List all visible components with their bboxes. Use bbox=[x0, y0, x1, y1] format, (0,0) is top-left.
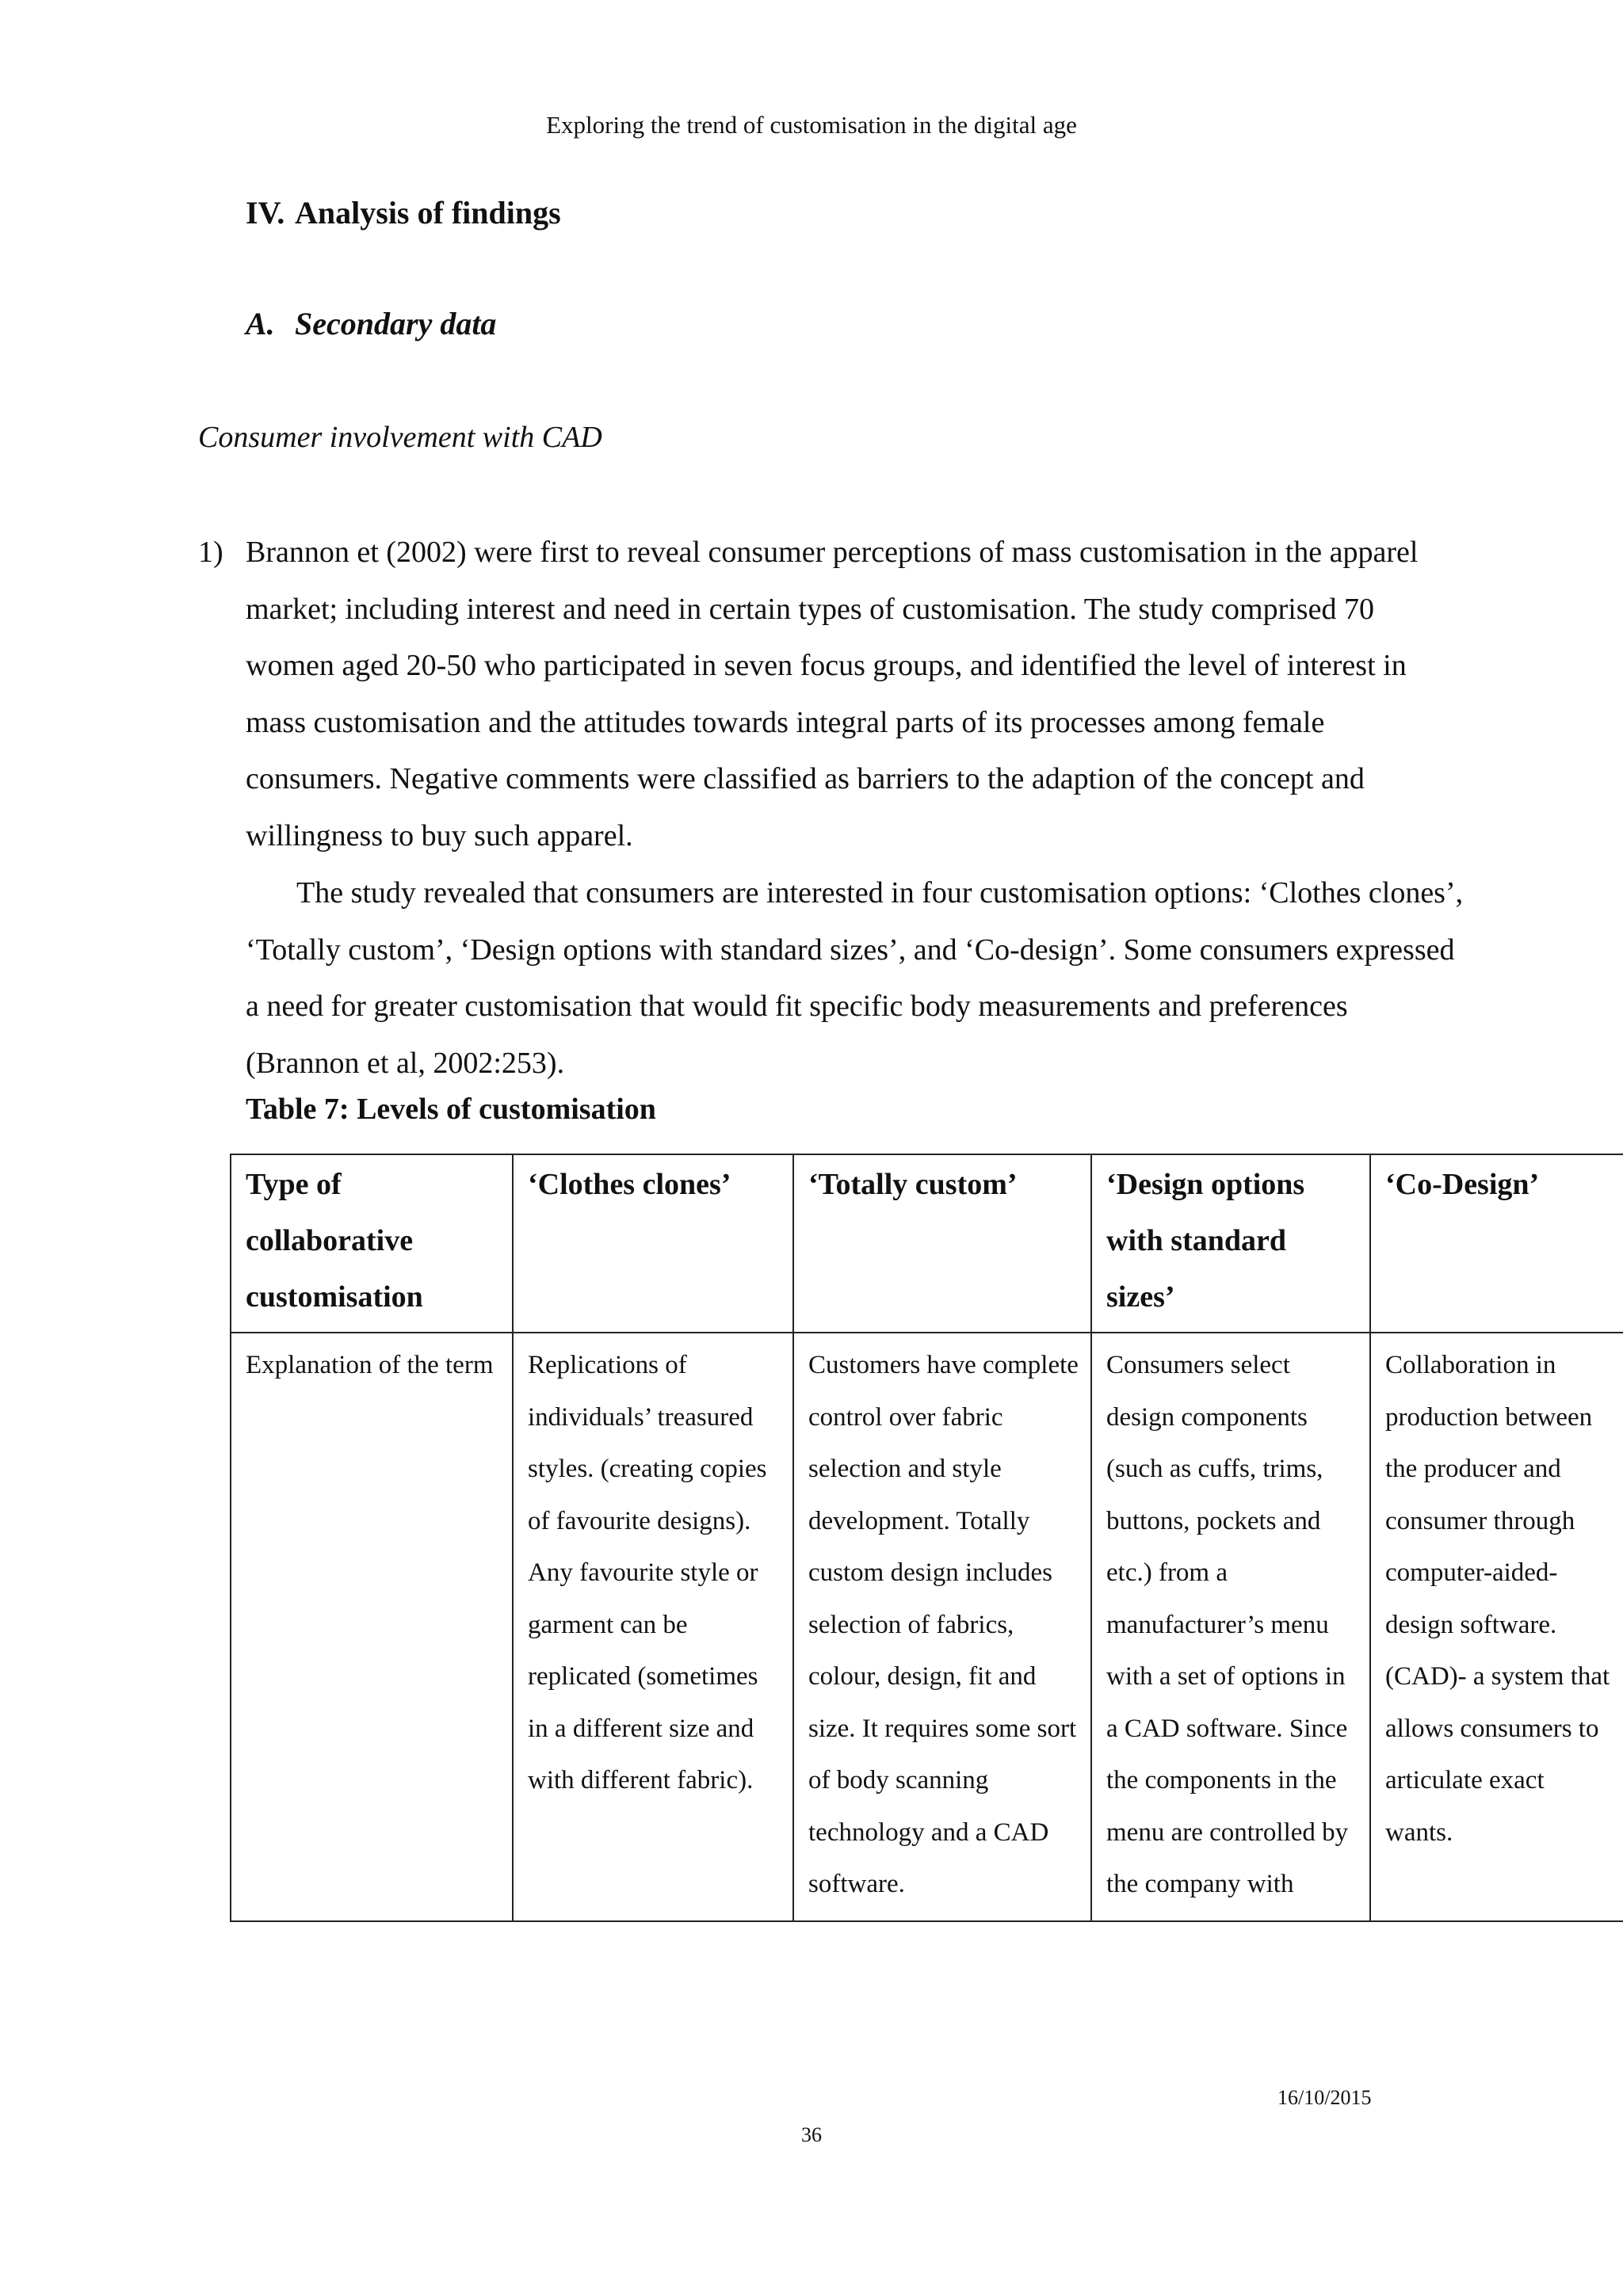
table-cell: Consumers select design components (such as cuffs, trims, buttons, pockets and etc.) from a manufacturer’s menu with a set of options in a CAD software. Since the components in the menu are controlled by the company with bbox=[1091, 1333, 1370, 1921]
footer-date: 16/10/2015 bbox=[1277, 2086, 1372, 2109]
section-heading bbox=[246, 194, 561, 231]
section-number: IV. bbox=[246, 195, 285, 231]
table-header-cell: ‘Design options with standard sizes’ bbox=[1091, 1154, 1370, 1333]
subsection-title: Secondary data bbox=[295, 306, 497, 341]
table-caption: Table 7: Levels of customisation bbox=[246, 1093, 656, 1126]
table-row bbox=[231, 1333, 1623, 1921]
list-marker: 1) bbox=[198, 536, 223, 569]
table-cell: Explanation of the term bbox=[231, 1333, 513, 1921]
table-header-cell: ‘Totally custom’ bbox=[793, 1154, 1091, 1333]
page-number: 36 bbox=[801, 2123, 822, 2146]
paragraph-2: The study revealed that consumers are interested in four customisation options: ‘Clothes clones’, ‘Totally custom’, ‘Design options with standard sizes’, and ‘Co-design’. Some consumers expressed a need for greater customisation that would fit specific body measurements and preferences (Brannon et al, 2002:253). bbox=[246, 876, 1464, 1080]
table-header-cell: ‘Clothes clones’ bbox=[513, 1154, 793, 1333]
running-header: Exploring the trend of customisation in the digital age bbox=[546, 111, 1077, 139]
table-header-row bbox=[231, 1154, 1623, 1333]
paragraph-1: Brannon et (2002) were first to reveal consumer perceptions of mass customisation in the apparel market; including interest and need in certain types of customisation. The study comprised 70 women aged 20-50 who participated in seven focus groups, and identified the level of interest in mass customisation and the attitudes towards integral parts of its processes among female consumers. Negative comments were classified as barriers to the adaption of the concept and willingness to buy such apparel. bbox=[246, 536, 1419, 852]
table-cell: Customers have complete control over fabric selection and style development. Totally custom design includes selection of fabrics, colour, design, fit and size. It requires some sort of body scanning technology and a CAD software. bbox=[793, 1333, 1091, 1921]
table-header-cell: Type of collaborative customisation bbox=[231, 1154, 513, 1333]
topic-heading: Consumer involvement with CAD bbox=[198, 421, 602, 454]
subsection-number: A. bbox=[246, 306, 275, 341]
table-header-cell: ‘Co-Design’ bbox=[1370, 1154, 1623, 1333]
subsection-heading bbox=[246, 305, 496, 342]
section-title: Analysis of findings bbox=[295, 195, 561, 231]
table-cell: Replications of individuals’ treasured styles. (creating copies of favourite designs). Any favourite style or garment can be replicated (sometimes in a different size and with different fabric). bbox=[513, 1333, 793, 1921]
table-cell: Collaboration in production between the producer and consumer through computer-aided-design software. (CAD)- a system that allows consumers to articulate exact wants. bbox=[1370, 1333, 1623, 1921]
levels-of-customisation-table bbox=[230, 1154, 1623, 1922]
